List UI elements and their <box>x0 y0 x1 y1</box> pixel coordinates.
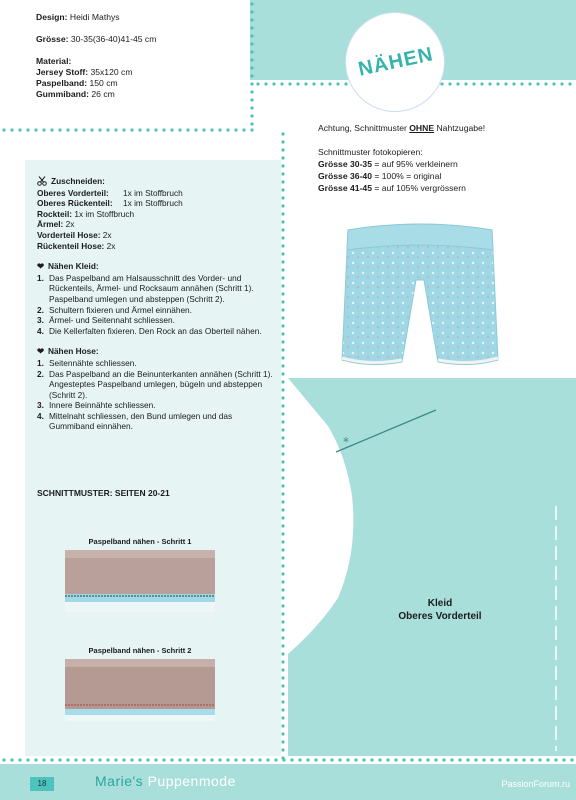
pants-step: Innere Beinnähte schliessen. <box>49 400 156 411</box>
copy-heading: Schnittmuster fotokopieren: <box>318 147 423 157</box>
footer-band <box>0 764 576 800</box>
dress-step: Schultern fixieren und Ärmel einnähen. <box>49 304 192 315</box>
pattern-piece <box>288 376 576 756</box>
size-value: = 100% = original <box>371 171 442 181</box>
step-number: 1. <box>37 357 44 368</box>
notice-emphasis: OHNE <box>409 123 435 133</box>
pants-section-title <box>37 346 275 357</box>
dress-step: Das Paspelband am Halsausschnitt des Vorder- und Rückenteils, Ärmel- und Rocksaum annähen (Schritt 1). Paspelband umlegen und absteppen (Schritt 2). <box>49 272 254 304</box>
dress-title: Nähen Kleid: <box>47 261 99 272</box>
cut-item-value: 1x im Stoffbruch <box>72 208 135 219</box>
heart-icon: ❤ <box>37 261 44 272</box>
cut-item-value: 1x im Stoffbruch <box>123 187 183 198</box>
pants-step: Mittelnaht schliessen, den Bund umlegen und das Gummiband einnähen. <box>49 410 233 432</box>
material-item-label: Gummiband: <box>36 89 89 99</box>
cut-item-label: Ärmel: <box>37 219 64 230</box>
size-key: Grösse 36-40 <box>318 171 372 181</box>
material-item-value: 150 cm <box>89 78 118 88</box>
badge-label: NÄHEN <box>356 43 436 81</box>
dress-step: Die Kellerfalten fixieren. Den Rock an das Oberteil nähen. <box>49 325 262 336</box>
size-key: Grösse 41-45 <box>318 183 372 193</box>
step-number: 1. <box>37 272 44 283</box>
size-label: Grösse: <box>36 34 69 44</box>
size-key: Grösse 30-35 <box>318 159 372 169</box>
dotted-border <box>0 128 254 132</box>
design-label: Design: <box>36 12 68 22</box>
material-item-value: 26 cm <box>91 89 115 99</box>
scissors-icon <box>37 176 47 186</box>
size-value: = auf 95% verkleinern <box>371 159 458 169</box>
step-number: 3. <box>37 400 44 411</box>
material-label: Material: <box>36 56 72 66</box>
dotted-border <box>250 0 254 130</box>
cut-item-value: 2x <box>104 240 116 251</box>
dress-step: Ärmel- und Seitennaht schliessen. <box>49 315 175 326</box>
design-value: Heidi Mathys <box>69 12 120 22</box>
pattern-label <box>380 597 500 623</box>
step-number: 2. <box>37 304 44 315</box>
pants-step: Seitennähte schliessen. <box>49 357 137 368</box>
cut-item-label: Rückenteil Hose: <box>37 240 105 251</box>
material-info <box>36 12 156 100</box>
cut-title: Zuschneiden: <box>51 176 105 186</box>
naehen-badge <box>345 12 445 112</box>
material-item-label: Paspelband: <box>36 78 88 88</box>
size-value: 30-35(36-40)41-45 cm <box>70 34 157 44</box>
cut-item-label: Oberes Vorderteil: <box>37 187 109 198</box>
pattern-notice <box>318 122 548 194</box>
shorts-photo <box>330 210 510 370</box>
brand-part1: Marie's <box>95 773 144 789</box>
pattern-label-line1: Kleid <box>427 598 453 609</box>
dotted-border <box>281 130 285 760</box>
piping-step1-photo <box>65 550 215 612</box>
svg-text:*: * <box>343 435 349 449</box>
pattern-label-line2: Oberes Vorderteil <box>398 611 482 622</box>
photo-caption-step1: Paspelband nähen - Schritt 1 <box>88 537 192 546</box>
dotted-border <box>0 758 576 762</box>
brand-wordmark <box>95 773 236 789</box>
pattern-reference: SCHNITTMUSTER: SEITEN 20-21 <box>37 488 170 498</box>
heart-icon: ❤ <box>37 346 44 357</box>
brand-part2: Puppenmode <box>147 773 236 789</box>
cut-item-label: Oberes Rückenteil: <box>37 198 113 209</box>
step-number: 4. <box>37 410 44 421</box>
cut-item-label: Vorderteil Hose: <box>37 229 101 240</box>
watermark: PassionForum.ru <box>501 779 570 789</box>
cut-section-title <box>37 176 275 187</box>
pants-title: Nähen Hose: <box>47 346 99 357</box>
cut-item-value: 1x im Stoffbruch <box>123 198 183 209</box>
photo-caption-step2: Paspelband nähen - Schritt 2 <box>88 646 192 655</box>
dress-section-title <box>37 261 275 272</box>
cut-item-label: Rockteil: <box>37 208 73 219</box>
step-number: 2. <box>37 368 44 379</box>
size-value: = auf 105% vergrössern <box>371 183 466 193</box>
cut-item-value: 2x <box>63 219 75 230</box>
material-item-label: Jersey Stoff: <box>36 67 89 77</box>
notice-text: Achtung, Schnittmuster <box>318 123 410 133</box>
instructions <box>37 176 275 432</box>
pants-step: Das Paspelband an die Beinunterkanten annähen (Schritt 1). Angesteptes Paspelband umlegen, bügeln und absteppen (Schritt 2). <box>49 368 273 400</box>
step-number: 4. <box>37 325 44 336</box>
notice-text: Nahtzugabe! <box>434 123 486 133</box>
material-item-value: 35x120 cm <box>90 67 133 77</box>
piping-step2-photo <box>65 659 215 721</box>
page-number: 18 <box>30 777 54 791</box>
step-number: 3. <box>37 315 44 326</box>
cut-item-value: 2x <box>100 229 112 240</box>
